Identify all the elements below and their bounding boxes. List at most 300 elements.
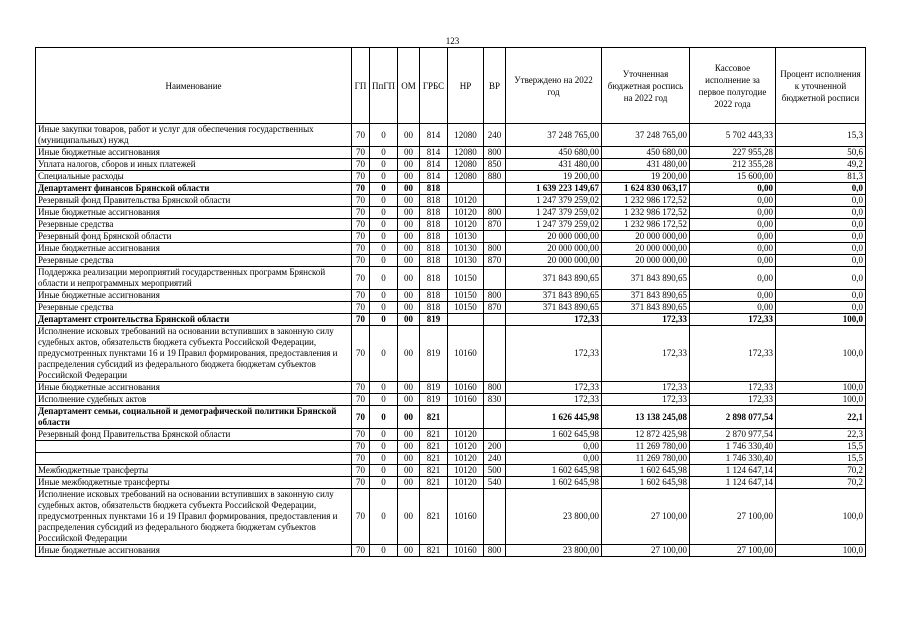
row-vr: [484, 231, 506, 243]
row-cash: 0,00: [690, 219, 776, 231]
row-om: 00: [398, 477, 420, 489]
row-approved: 37 248 765,00: [506, 124, 602, 147]
row-approved: 1 247 379 259,02: [506, 219, 602, 231]
row-om: 00: [398, 255, 420, 267]
row-percent: 100,0: [776, 545, 866, 557]
row-vr: [484, 489, 506, 545]
row-approved: 0,00: [506, 453, 602, 465]
row-refined: 1 624 830 063,17: [602, 183, 690, 195]
row-name: Департамент строительства Брянской области: [36, 314, 352, 326]
row-cash: 172,33: [690, 326, 776, 382]
row-nr: 10120: [448, 207, 484, 219]
row-grbs: 819: [420, 394, 448, 406]
budget-table: [35, 47, 866, 557]
row-vr: 800: [484, 147, 506, 159]
row-grbs: 814: [420, 159, 448, 171]
table-row: [36, 394, 866, 406]
row-om: 00: [398, 195, 420, 207]
row-percent: 100,0: [776, 326, 866, 382]
row-vr: 500: [484, 465, 506, 477]
row-vr: 850: [484, 159, 506, 171]
row-name: Резервный фонд Брянской области: [36, 231, 352, 243]
row-grbs: 818: [420, 207, 448, 219]
row-ppgp: 0: [370, 441, 398, 453]
row-refined: 371 843 890,65: [602, 290, 690, 302]
table-row: [36, 489, 866, 545]
row-vr: [484, 429, 506, 441]
row-refined: 13 138 245,08: [602, 406, 690, 429]
row-vr: 880: [484, 171, 506, 183]
col-header-vr: ВР: [484, 48, 506, 124]
row-gp: 70: [352, 429, 370, 441]
row-approved: 172,33: [506, 326, 602, 382]
row-cash: 0,00: [690, 302, 776, 314]
row-om: 00: [398, 231, 420, 243]
row-refined: 19 200,00: [602, 171, 690, 183]
row-vr: 800: [484, 207, 506, 219]
row-refined: 20 000 000,00: [602, 255, 690, 267]
row-cash: 0,00: [690, 195, 776, 207]
row-refined: 37 248 765,00: [602, 124, 690, 147]
table-row: [36, 477, 866, 489]
row-name: Иные бюджетные ассигнования: [36, 545, 352, 557]
row-grbs: 818: [420, 290, 448, 302]
row-nr: [448, 183, 484, 195]
table-row: [36, 231, 866, 243]
table-header-row: [36, 48, 866, 124]
row-ppgp: 0: [370, 302, 398, 314]
row-approved: 1 602 645,98: [506, 465, 602, 477]
table-row: [36, 290, 866, 302]
row-name: Иные бюджетные ассигнования: [36, 382, 352, 394]
row-percent: 100,0: [776, 314, 866, 326]
row-percent: 0,0: [776, 195, 866, 207]
row-nr: 12080: [448, 124, 484, 147]
row-grbs: 818: [420, 302, 448, 314]
table-row: [36, 267, 866, 290]
row-ppgp: 0: [370, 477, 398, 489]
row-om: 00: [398, 243, 420, 255]
row-ppgp: 0: [370, 406, 398, 429]
row-name: Иные бюджетные ассигнования: [36, 207, 352, 219]
row-approved: 19 200,00: [506, 171, 602, 183]
row-percent: 0,0: [776, 231, 866, 243]
row-percent: 22,1: [776, 406, 866, 429]
row-gp: 70: [352, 382, 370, 394]
row-nr: 10120: [448, 477, 484, 489]
table-row: [36, 159, 866, 171]
row-grbs: 818: [420, 255, 448, 267]
row-nr: 10130: [448, 231, 484, 243]
row-vr: 200: [484, 441, 506, 453]
row-approved: 371 843 890,65: [506, 302, 602, 314]
row-percent: 0,0: [776, 290, 866, 302]
row-refined: 1 232 986 172,52: [602, 195, 690, 207]
col-header-refined: Уточненная бюджетная роспись на 2022 год: [602, 48, 690, 124]
row-om: 00: [398, 489, 420, 545]
row-nr: 10120: [448, 195, 484, 207]
row-percent: 81,3: [776, 171, 866, 183]
row-gp: 70: [352, 171, 370, 183]
row-gp: 70: [352, 267, 370, 290]
row-ppgp: 0: [370, 267, 398, 290]
table-row: [36, 243, 866, 255]
row-gp: 70: [352, 290, 370, 302]
row-cash: 2 898 077,54: [690, 406, 776, 429]
row-nr: 10120: [448, 465, 484, 477]
col-header-om: ОМ: [398, 48, 420, 124]
row-grbs: 818: [420, 267, 448, 290]
row-name: Резервные средства: [36, 255, 352, 267]
row-nr: 10120: [448, 441, 484, 453]
row-cash: 0,00: [690, 255, 776, 267]
table-row: [36, 453, 866, 465]
row-name: Межбюджетные трансферты: [36, 465, 352, 477]
row-cash: 1 124 647,14: [690, 465, 776, 477]
row-ppgp: 0: [370, 195, 398, 207]
row-om: 00: [398, 124, 420, 147]
table-row: [36, 545, 866, 557]
row-om: 00: [398, 183, 420, 195]
row-approved: 172,33: [506, 394, 602, 406]
row-ppgp: 0: [370, 219, 398, 231]
col-header-gp: ГП: [352, 48, 370, 124]
row-percent: 100,0: [776, 394, 866, 406]
row-grbs: 818: [420, 243, 448, 255]
row-refined: 12 872 425,98: [602, 429, 690, 441]
row-percent: 49,2: [776, 159, 866, 171]
row-om: 00: [398, 465, 420, 477]
row-refined: 431 480,00: [602, 159, 690, 171]
row-name: Иные межбюджетные трансферты: [36, 477, 352, 489]
row-om: 00: [398, 545, 420, 557]
row-refined: 27 100,00: [602, 545, 690, 557]
col-header-nr: НР: [448, 48, 484, 124]
row-nr: 10120: [448, 453, 484, 465]
row-approved: 20 000 000,00: [506, 231, 602, 243]
row-gp: 70: [352, 147, 370, 159]
row-ppgp: 0: [370, 290, 398, 302]
row-ppgp: 0: [370, 545, 398, 557]
row-refined: 172,33: [602, 314, 690, 326]
row-grbs: 819: [420, 326, 448, 382]
row-gp: 70: [352, 406, 370, 429]
row-percent: 0,0: [776, 219, 866, 231]
row-grbs: 814: [420, 124, 448, 147]
table-row: [36, 302, 866, 314]
row-name: Поддержка реализации мероприятий государственных программ Брянской области и непрограммных мероприятий: [36, 267, 352, 290]
table-row: [36, 195, 866, 207]
row-grbs: 821: [420, 477, 448, 489]
row-nr: 10150: [448, 267, 484, 290]
row-gp: 70: [352, 159, 370, 171]
row-nr: 12080: [448, 171, 484, 183]
row-grbs: 821: [420, 545, 448, 557]
row-vr: [484, 326, 506, 382]
row-approved: 1 247 379 259,02: [506, 207, 602, 219]
row-approved: 1 639 223 149,67: [506, 183, 602, 195]
row-om: 00: [398, 406, 420, 429]
row-percent: 22,3: [776, 429, 866, 441]
row-cash: 172,33: [690, 314, 776, 326]
row-name: Департамент семьи, социальной и демографической политики Брянской области: [36, 406, 352, 429]
row-ppgp: 0: [370, 465, 398, 477]
row-om: 00: [398, 207, 420, 219]
row-approved: 0,00: [506, 441, 602, 453]
row-nr: 12080: [448, 159, 484, 171]
row-nr: [448, 314, 484, 326]
table-row: [36, 326, 866, 382]
row-percent: 0,0: [776, 267, 866, 290]
row-ppgp: 0: [370, 124, 398, 147]
table-row: [36, 219, 866, 231]
row-ppgp: 0: [370, 255, 398, 267]
row-cash: 0,00: [690, 267, 776, 290]
row-cash: 172,33: [690, 394, 776, 406]
row-nr: 10150: [448, 290, 484, 302]
row-nr: 10150: [448, 302, 484, 314]
row-approved: 23 800,00: [506, 545, 602, 557]
row-refined: 1 602 645,98: [602, 477, 690, 489]
row-name: [36, 453, 352, 465]
row-om: 00: [398, 159, 420, 171]
row-ppgp: 0: [370, 231, 398, 243]
row-name: Иные бюджетные ассигнования: [36, 147, 352, 159]
row-approved: 1 602 645,98: [506, 477, 602, 489]
row-gp: 70: [352, 326, 370, 382]
row-ppgp: 0: [370, 382, 398, 394]
row-percent: 50,6: [776, 147, 866, 159]
row-vr: 870: [484, 302, 506, 314]
row-refined: 371 843 890,65: [602, 302, 690, 314]
row-om: 00: [398, 171, 420, 183]
row-om: 00: [398, 314, 420, 326]
row-nr: 10130: [448, 255, 484, 267]
col-header-approved: Утверждено на 2022 год: [506, 48, 602, 124]
row-percent: 0,0: [776, 243, 866, 255]
row-cash: 15 600,00: [690, 171, 776, 183]
table-row: [36, 441, 866, 453]
row-nr: 12080: [448, 147, 484, 159]
row-refined: 172,33: [602, 326, 690, 382]
row-nr: 10130: [448, 243, 484, 255]
col-header-cash: Кассовое исполнение за первое полугодие 2022 года: [690, 48, 776, 124]
row-vr: [484, 183, 506, 195]
col-header-grbs: ГРБС: [420, 48, 448, 124]
row-grbs: 821: [420, 441, 448, 453]
row-approved: 431 480,00: [506, 159, 602, 171]
row-grbs: 818: [420, 231, 448, 243]
row-refined: 1 232 986 172,52: [602, 207, 690, 219]
row-refined: 11 269 780,00: [602, 453, 690, 465]
row-cash: 1 124 647,14: [690, 477, 776, 489]
row-approved: 20 000 000,00: [506, 255, 602, 267]
row-name: Департамент финансов Брянской области: [36, 183, 352, 195]
table-row: [36, 147, 866, 159]
row-cash: 227 955,28: [690, 147, 776, 159]
row-gp: 70: [352, 453, 370, 465]
row-gp: 70: [352, 302, 370, 314]
row-grbs: 821: [420, 489, 448, 545]
table-row: [36, 382, 866, 394]
row-gp: 70: [352, 489, 370, 545]
row-percent: 0,0: [776, 207, 866, 219]
row-approved: 1 602 645,98: [506, 429, 602, 441]
row-name: Специальные расходы: [36, 171, 352, 183]
row-nr: 10160: [448, 394, 484, 406]
row-vr: [484, 267, 506, 290]
row-name: Иные закупки товаров, работ и услуг для обеспечения государственных (муниципальных) нужд: [36, 124, 352, 147]
row-vr: 800: [484, 290, 506, 302]
row-cash: 27 100,00: [690, 545, 776, 557]
row-name: Исполнение исковых требований на основании вступивших в законную силу судебных актов, обязательств бюджета субъекта Российской Федерации, предусмотренных пунктами 16 и 19 Правил формирования, предоставления и распределения субсидий из федерального бюджета бюджетам субъектов Российской Федерации: [36, 489, 352, 545]
row-refined: 20 000 000,00: [602, 243, 690, 255]
table-row: [36, 124, 866, 147]
row-vr: [484, 406, 506, 429]
row-approved: 172,33: [506, 314, 602, 326]
row-percent: 0,0: [776, 183, 866, 195]
row-name: [36, 441, 352, 453]
row-grbs: 814: [420, 147, 448, 159]
row-cash: 0,00: [690, 243, 776, 255]
row-cash: 0,00: [690, 231, 776, 243]
row-refined: 1 232 986 172,52: [602, 219, 690, 231]
row-percent: 70,2: [776, 465, 866, 477]
row-vr: 830: [484, 394, 506, 406]
row-vr: 240: [484, 453, 506, 465]
row-grbs: 821: [420, 429, 448, 441]
table-row: [36, 465, 866, 477]
row-om: 00: [398, 394, 420, 406]
row-name: Иные бюджетные ассигнования: [36, 290, 352, 302]
row-om: 00: [398, 453, 420, 465]
row-om: 00: [398, 441, 420, 453]
row-om: 00: [398, 429, 420, 441]
row-approved: 371 843 890,65: [506, 267, 602, 290]
row-grbs: 818: [420, 195, 448, 207]
row-cash: 0,00: [690, 207, 776, 219]
row-name: Резервные средства: [36, 302, 352, 314]
row-cash: 2 870 977,54: [690, 429, 776, 441]
row-om: 00: [398, 302, 420, 314]
row-name: Уплата налогов, сборов и иных платежей: [36, 159, 352, 171]
row-gp: 70: [352, 465, 370, 477]
row-approved: 172,33: [506, 382, 602, 394]
row-vr: 800: [484, 382, 506, 394]
row-ppgp: 0: [370, 147, 398, 159]
row-name: Резервные средства: [36, 219, 352, 231]
col-header-percent: Процент исполнения к уточненной бюджетной росписи: [776, 48, 866, 124]
row-grbs: 821: [420, 406, 448, 429]
table-row: [36, 406, 866, 429]
row-grbs: 821: [420, 453, 448, 465]
row-nr: 10160: [448, 545, 484, 557]
row-gp: 70: [352, 394, 370, 406]
row-refined: 450 680,00: [602, 147, 690, 159]
row-gp: 70: [352, 183, 370, 195]
row-ppgp: 0: [370, 429, 398, 441]
row-ppgp: 0: [370, 489, 398, 545]
row-gp: 70: [352, 207, 370, 219]
row-ppgp: 0: [370, 183, 398, 195]
row-vr: 540: [484, 477, 506, 489]
row-cash: 1 746 330,40: [690, 453, 776, 465]
row-grbs: 814: [420, 171, 448, 183]
row-vr: 800: [484, 545, 506, 557]
row-approved: 1 247 379 259,02: [506, 195, 602, 207]
row-cash: 1 746 330,40: [690, 441, 776, 453]
row-percent: 100,0: [776, 382, 866, 394]
row-gp: 70: [352, 441, 370, 453]
row-grbs: 821: [420, 465, 448, 477]
row-gp: 70: [352, 477, 370, 489]
row-name: Иные бюджетные ассигнования: [36, 243, 352, 255]
row-nr: 10160: [448, 382, 484, 394]
row-grbs: 819: [420, 382, 448, 394]
col-header-name: Наименование: [36, 48, 352, 124]
table-row: [36, 183, 866, 195]
row-nr: [448, 406, 484, 429]
row-vr: 800: [484, 243, 506, 255]
row-ppgp: 0: [370, 326, 398, 382]
row-om: 00: [398, 382, 420, 394]
row-cash: 5 702 443,33: [690, 124, 776, 147]
row-om: 00: [398, 326, 420, 382]
row-percent: 15,5: [776, 453, 866, 465]
row-approved: 23 800,00: [506, 489, 602, 545]
row-name: Резервный фонд Правительства Брянской области: [36, 429, 352, 441]
row-ppgp: 0: [370, 394, 398, 406]
row-grbs: 818: [420, 219, 448, 231]
row-approved: 371 843 890,65: [506, 290, 602, 302]
row-cash: 212 355,28: [690, 159, 776, 171]
row-name: Исполнение судебных актов: [36, 394, 352, 406]
row-om: 00: [398, 219, 420, 231]
table-row: [36, 429, 866, 441]
row-vr: 870: [484, 219, 506, 231]
row-nr: 10160: [448, 489, 484, 545]
row-approved: 450 680,00: [506, 147, 602, 159]
row-cash: 27 100,00: [690, 489, 776, 545]
row-ppgp: 0: [370, 314, 398, 326]
row-ppgp: 0: [370, 243, 398, 255]
row-approved: 1 626 445,98: [506, 406, 602, 429]
row-ppgp: 0: [370, 207, 398, 219]
row-percent: 100,0: [776, 489, 866, 545]
row-vr: 870: [484, 255, 506, 267]
row-cash: 0,00: [690, 183, 776, 195]
row-nr: 10160: [448, 326, 484, 382]
row-gp: 70: [352, 545, 370, 557]
row-ppgp: 0: [370, 453, 398, 465]
row-grbs: 818: [420, 183, 448, 195]
row-percent: 0,0: [776, 302, 866, 314]
table-row: [36, 171, 866, 183]
row-name: Резервный фонд Правительства Брянской области: [36, 195, 352, 207]
row-refined: 371 843 890,65: [602, 267, 690, 290]
col-header-ppgp: ПпГП: [370, 48, 398, 124]
row-gp: 70: [352, 124, 370, 147]
page-number: 123: [445, 36, 460, 46]
row-percent: 15,3: [776, 124, 866, 147]
row-om: 00: [398, 267, 420, 290]
row-ppgp: 0: [370, 159, 398, 171]
row-ppgp: 0: [370, 171, 398, 183]
row-gp: 70: [352, 195, 370, 207]
row-refined: 27 100,00: [602, 489, 690, 545]
row-cash: 172,33: [690, 382, 776, 394]
table-body: [36, 124, 866, 557]
